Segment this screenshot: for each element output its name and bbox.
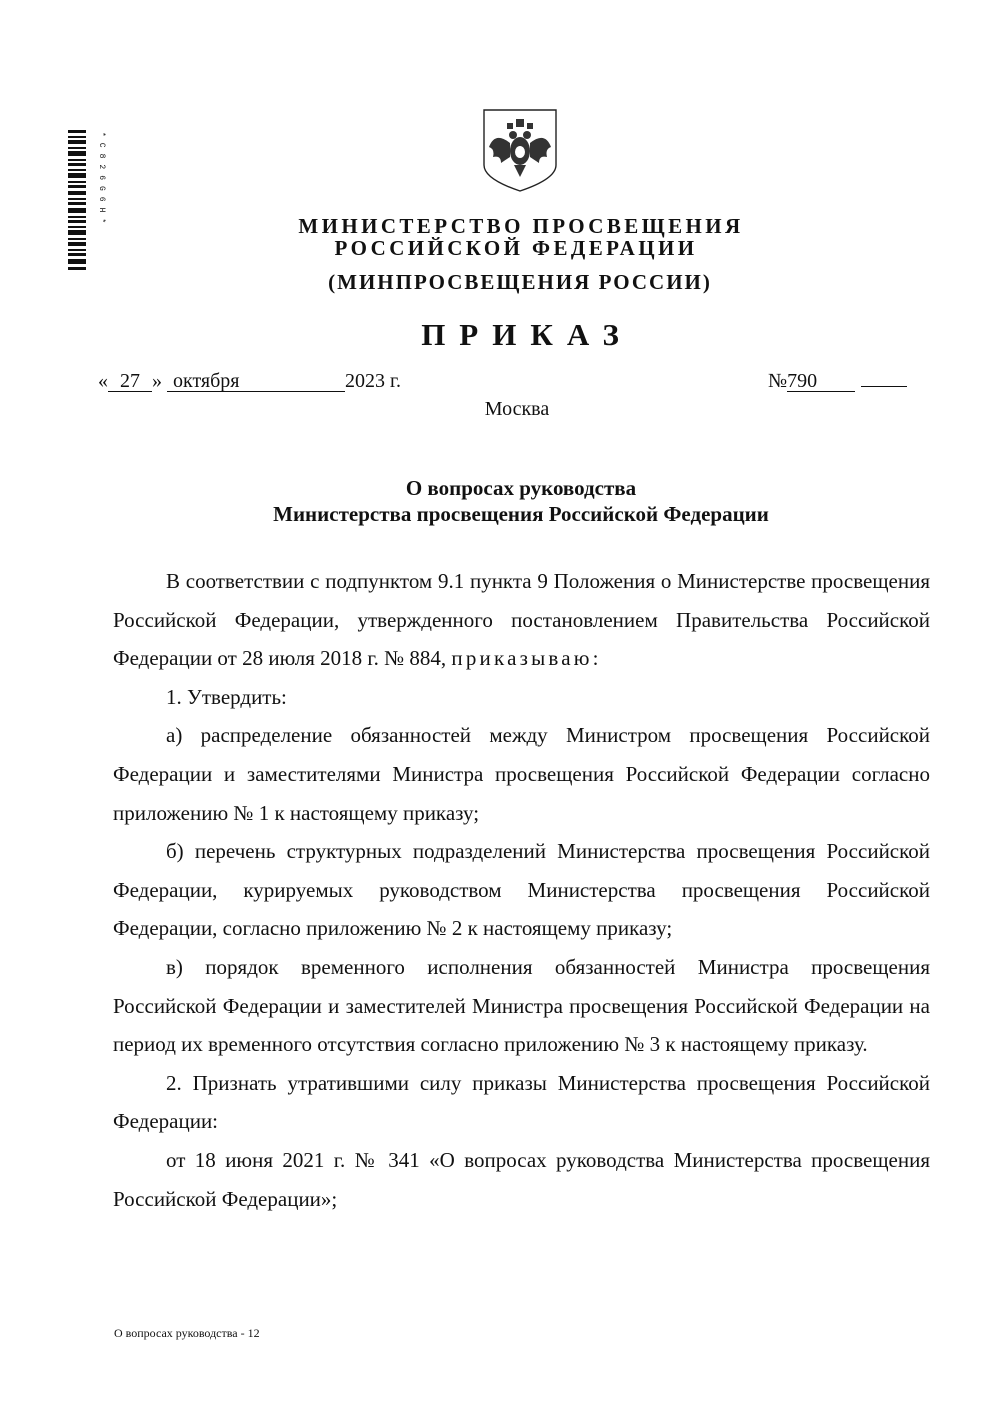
ministry-name-line2: РОССИЙСКОЙ ФЕДЕРАЦИИ — [334, 236, 698, 260]
footer-note: О вопросах руководства - 12 — [114, 1326, 260, 1340]
item-1c: в) порядок временного исполнения обязанностей Министра просвещения Российской Федерации и заместителей Министра просвещения Российской Федерации на период их временного отсутствия согласно приложению № 3 к настоящему приказу. — [113, 954, 930, 1057]
number-blank — [861, 386, 907, 387]
intro-text: В соответствии с подпунктом 9.1 пункта 9 Положения о Министерстве просвещения Российской Федерации, утвержденного постановлением Правительства Российской Федерации от 28 июля 2018 г. № 884, — [113, 569, 930, 671]
document-body — [113, 562, 930, 1218]
date-day: 27 — [108, 371, 152, 392]
quote-open: « — [98, 370, 108, 392]
item-1b: б) перечень структурных подразделений Министерства просвещения Российской Федерации, курируемых руководством Министерства просвещения Российской Федерации, согласно приложению № 2 к настоящему приказу; — [113, 839, 930, 941]
document-title — [0, 475, 992, 527]
document-type: ПРИКАЗ — [421, 317, 633, 352]
order-number: 790 — [787, 371, 855, 392]
intro-paragraph — [113, 562, 930, 678]
city: Москва — [484, 398, 550, 420]
item-1: 1. Утвердить: — [166, 684, 287, 709]
title-line2: Министерства просвещения Российской Федерации — [273, 502, 769, 526]
ministry-short-name: (МИНПРОСВЕЩЕНИЯ РОССИИ) — [328, 270, 712, 294]
order-number-line — [768, 370, 907, 393]
order-word: приказываю: — [451, 646, 602, 671]
date-month: октября — [167, 371, 345, 392]
item-2a: от 18 июня 2021 г. № 341 «О вопросах руководства Министерства просвещения Российской Федерации»; — [113, 1147, 930, 1211]
item-2: 2. Признать утратившими силу приказы Министерства просвещения Российской Федерации: — [113, 1070, 930, 1134]
date-line — [98, 370, 401, 393]
item-1a: а) распределение обязанностей между Министром просвещения Российской Федерации и заместителями Министра просвещения Российской Федерации согласно приложению № 1 к настоящему приказу; — [113, 723, 930, 825]
title-line1: О вопросах руководства — [405, 476, 637, 500]
date-year: 2023 г. — [345, 370, 401, 392]
ministry-name-line1: МИНИСТЕРСТВО ПРОСВЕЩЕНИЯ — [298, 214, 744, 238]
quote-close: » — [152, 370, 162, 392]
coat-of-arms-icon — [481, 107, 559, 193]
barcode-text: *C826G6H* — [97, 132, 106, 230]
number-label: № — [768, 370, 788, 392]
